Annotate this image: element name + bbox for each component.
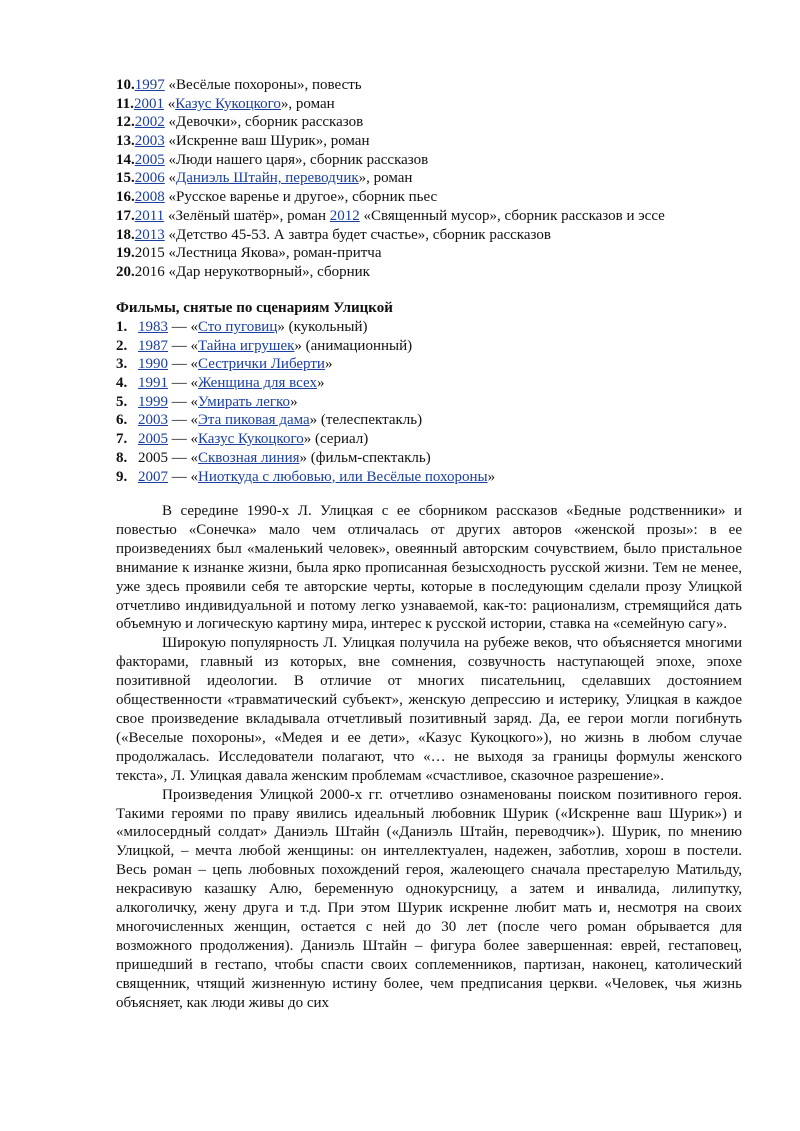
item-text: «Священный мусор», сборник рассказов и эссе — [359, 207, 665, 224]
film-item — [116, 355, 756, 374]
item-text: » — [290, 393, 298, 410]
item-text: Детство 45-53. А завтра будет счастье», сборник рассказов — [176, 226, 551, 243]
item-number: 13. — [116, 133, 135, 150]
item-text: 2015 « — [134, 245, 176, 262]
item-text: « — [164, 207, 176, 224]
year-link[interactable]: 2007 — [138, 468, 168, 485]
item-text: » (телеспектакль) — [309, 412, 423, 429]
film-item — [116, 374, 756, 393]
item-number: 4. — [116, 375, 128, 392]
film-item — [116, 337, 756, 356]
film-title-link[interactable]: Женщина для всех — [198, 375, 317, 392]
item-text: « — [164, 226, 176, 243]
film-item — [116, 449, 756, 468]
title-link[interactable]: Казус Кукоцкого — [175, 95, 281, 112]
item-text: — « — [168, 375, 198, 392]
year-link[interactable]: 2002 — [134, 114, 165, 131]
item-text: » (анимационный) — [294, 337, 413, 354]
works-item — [116, 113, 756, 132]
paragraph: В середине 1990-х Л. Улицкая с ее сборником рассказов «Бедные родственники» и повестью «Сонечка» мало чем отличалась от других авторов «женской прозы»: в ее произведениях был «маленький человек», овеянный авторским сочувствием, было пристальное внимание к изнанке жизни, была ярко прописанная безысходность русской жизни. Тем не менее, уже здесь проявили себя те авторские черты, которые в последующим сделали прозу Улицкой отчетливо индивидуальной и потому легко узнаваемой, как-то: рационализм, стремящийся дать объемную и логическую картину мира, интерес к русской истории, ставка на «семейную сагу». — [116, 503, 742, 633]
item-text: « — [164, 133, 176, 150]
year-link[interactable]: 2013 — [134, 226, 165, 243]
item-number: 7. — [116, 431, 128, 448]
item-text: — « — [168, 393, 198, 410]
year-link[interactable]: 1987 — [138, 337, 168, 354]
item-number: 16. — [116, 189, 135, 206]
item-text: » — [487, 468, 496, 485]
item-number: 9. — [116, 468, 128, 485]
paragraph: Произведения Улицкой 2000-х гг. отчетливо ознаменованы поиском позитивного героя. Такими героями по праву явились идеальный любовник Шурик («Искренне ваш Шурик») и «милосердный солдат» Даниэль Штайн («Даниэль Штайн, переводчик»). Шурик, по мнению Улицкой, – мечта любой женщины: он интеллектуален, надежен, заботлив, хорош в постели. Весь роман – цепь любовных похождений героя, жалеющего сначала престарелую Матильду, некрасивую казашку Алю, беременную однокурсницу, а затем и инвалида, лилипутку, алкоголичку, жену друга и т.д. При этом Шурик искренне любит мать и, несмотря на своих многочисленных женщин, остается с ней до 30 лет (после чего роман обрывается для возможного продолжения). Даниэль Штайн – фигура более завершенная: еврей, гестаповец, пришедший в гестапо, чтобы спасти своих соплеменников, партизан, наконец, католический священник, чтящий жизненную истину более, чем предписания церкви. «Человек, чья жизнь объясняет, как люди живы до сих — [116, 786, 742, 1011]
works-item — [116, 169, 756, 188]
item-text: — « — [168, 337, 198, 354]
works-list — [116, 76, 756, 282]
item-number: 3. — [116, 356, 128, 373]
works-item — [116, 76, 756, 95]
item-text: » (фильм-спектакль) — [299, 449, 431, 466]
year-link[interactable]: 1999 — [138, 393, 168, 410]
film-title-link[interactable]: Сквозная линия — [198, 449, 300, 466]
year-link[interactable]: 2001 — [133, 95, 164, 112]
film-title-link[interactable]: Казус Кукоцкого — [198, 431, 304, 448]
works-item — [116, 207, 756, 226]
works-item — [116, 188, 756, 207]
item-text: « — [164, 114, 176, 131]
title-link[interactable]: Даниэль Штайн, переводчик — [176, 170, 359, 187]
item-text: « — [164, 151, 176, 168]
year-link[interactable]: 2005 — [138, 431, 168, 448]
item-text: « — [164, 170, 176, 187]
item-text: » — [324, 356, 333, 373]
film-item — [116, 393, 756, 412]
item-text: » (кукольный) — [277, 319, 368, 335]
year-link[interactable]: 2003 — [134, 133, 165, 150]
item-text: « — [164, 77, 176, 93]
item-text: Девочки», сборник рассказов — [176, 114, 364, 131]
item-text: « — [164, 189, 176, 206]
film-title-link[interactable]: Сто пуговиц — [198, 319, 278, 335]
year-link[interactable]: 1997 — [134, 77, 165, 93]
item-text: 2016 « — [134, 263, 176, 280]
item-text: — « — [168, 319, 198, 335]
item-number: 5. — [116, 393, 128, 410]
year-link[interactable]: 1990 — [138, 356, 168, 373]
film-title-link[interactable]: Эта пиковая дама — [198, 412, 310, 429]
film-item — [116, 468, 756, 487]
film-item — [116, 430, 756, 449]
item-text: — « — [168, 412, 198, 429]
item-number: 2. — [116, 337, 128, 354]
works-item — [116, 226, 756, 245]
year-link[interactable]: 2006 — [134, 170, 165, 187]
item-text: 2005 — « — [138, 449, 198, 466]
item-number: 17. — [116, 207, 135, 224]
item-text: » — [316, 375, 325, 392]
film-title-link[interactable]: Умирать легко — [198, 393, 291, 410]
year-link[interactable]: 2011 — [134, 207, 165, 224]
item-text: Искренне ваш Шурик», роман — [176, 133, 370, 150]
item-text: Люди нашего царя», сборник рассказов — [176, 151, 429, 168]
body-text — [116, 502, 742, 1012]
item-text: Лестница Якова», роман-притча — [176, 245, 382, 262]
films-list — [116, 318, 756, 486]
item-number: 11. — [116, 95, 134, 112]
item-text: Русское варенье и другое», сборник пьес — [176, 189, 438, 206]
works-item — [116, 263, 756, 282]
year-link[interactable]: 2003 — [138, 412, 168, 429]
films-heading: Фильмы, снятые по сценариям Улицкой — [116, 300, 393, 316]
works-item — [116, 151, 756, 170]
item-number: 12. — [116, 114, 135, 131]
year-link[interactable]: 2008 — [134, 189, 165, 206]
paragraph: Широкую популярность Л. Улицкая получила на рубеже веков, что объясняется многими факторами, главный из которых, вне сомнения, созвучность наступающей эпохе, эпохе позитивной идеологии. В отличие от многих писательниц, сделавших достоянием общественности «травматический субъект», женскую депрессию и истерику, Улицкая в каждое свое произведение вкладывала отчетливый позитивный заряд. Да, ее герои могли погибнуть («Веселые похороны», «Медея и ее дети», «Казус Кукоцкого»), но жизнь в любом случае продолжалась. Исследователи полагают, что «… не выходя за границы формулы женского текста», Л. Улицкая давала женским проблемам «счастливое, сказочное разрешение». — [116, 635, 742, 784]
item-number: 10. — [116, 77, 135, 93]
item-text: Весёлые похороны», повесть — [176, 77, 362, 93]
year-link[interactable]: 1991 — [138, 375, 168, 392]
item-text: » (сериал) — [303, 431, 369, 448]
item-text: », роман — [358, 170, 413, 187]
item-number: 19. — [116, 245, 135, 262]
film-title-link[interactable]: Ниоткуда с любовью, или Весёлые похороны — [198, 468, 488, 485]
item-number: 6. — [116, 412, 128, 429]
film-title-link[interactable]: Сестрички Либерти — [198, 356, 325, 373]
item-number: 20. — [116, 263, 135, 280]
year-link[interactable]: 2005 — [134, 151, 165, 168]
item-number: 18. — [116, 226, 135, 243]
item-number: 8. — [116, 449, 128, 466]
film-title-link[interactable]: Тайна игрушек — [198, 337, 295, 354]
works-item — [116, 244, 756, 263]
item-text: Дар нерукотворный», сборник — [176, 263, 370, 280]
item-text: — « — [168, 468, 198, 485]
item-text: », роман — [280, 95, 335, 112]
works-item — [116, 95, 756, 114]
item-text: — « — [168, 431, 198, 448]
year-link[interactable]: 2012 — [329, 207, 360, 224]
works-item — [116, 132, 756, 151]
item-number: 1. — [116, 319, 128, 335]
year-link[interactable]: 1983 — [138, 319, 168, 335]
item-text: — « — [168, 356, 198, 373]
film-item — [116, 411, 756, 430]
film-item — [116, 318, 756, 337]
item-text: Зелёный шатёр», роман — [175, 207, 330, 224]
item-text: « — [163, 95, 176, 112]
item-number: 15. — [116, 170, 135, 187]
item-number: 14. — [116, 151, 135, 168]
